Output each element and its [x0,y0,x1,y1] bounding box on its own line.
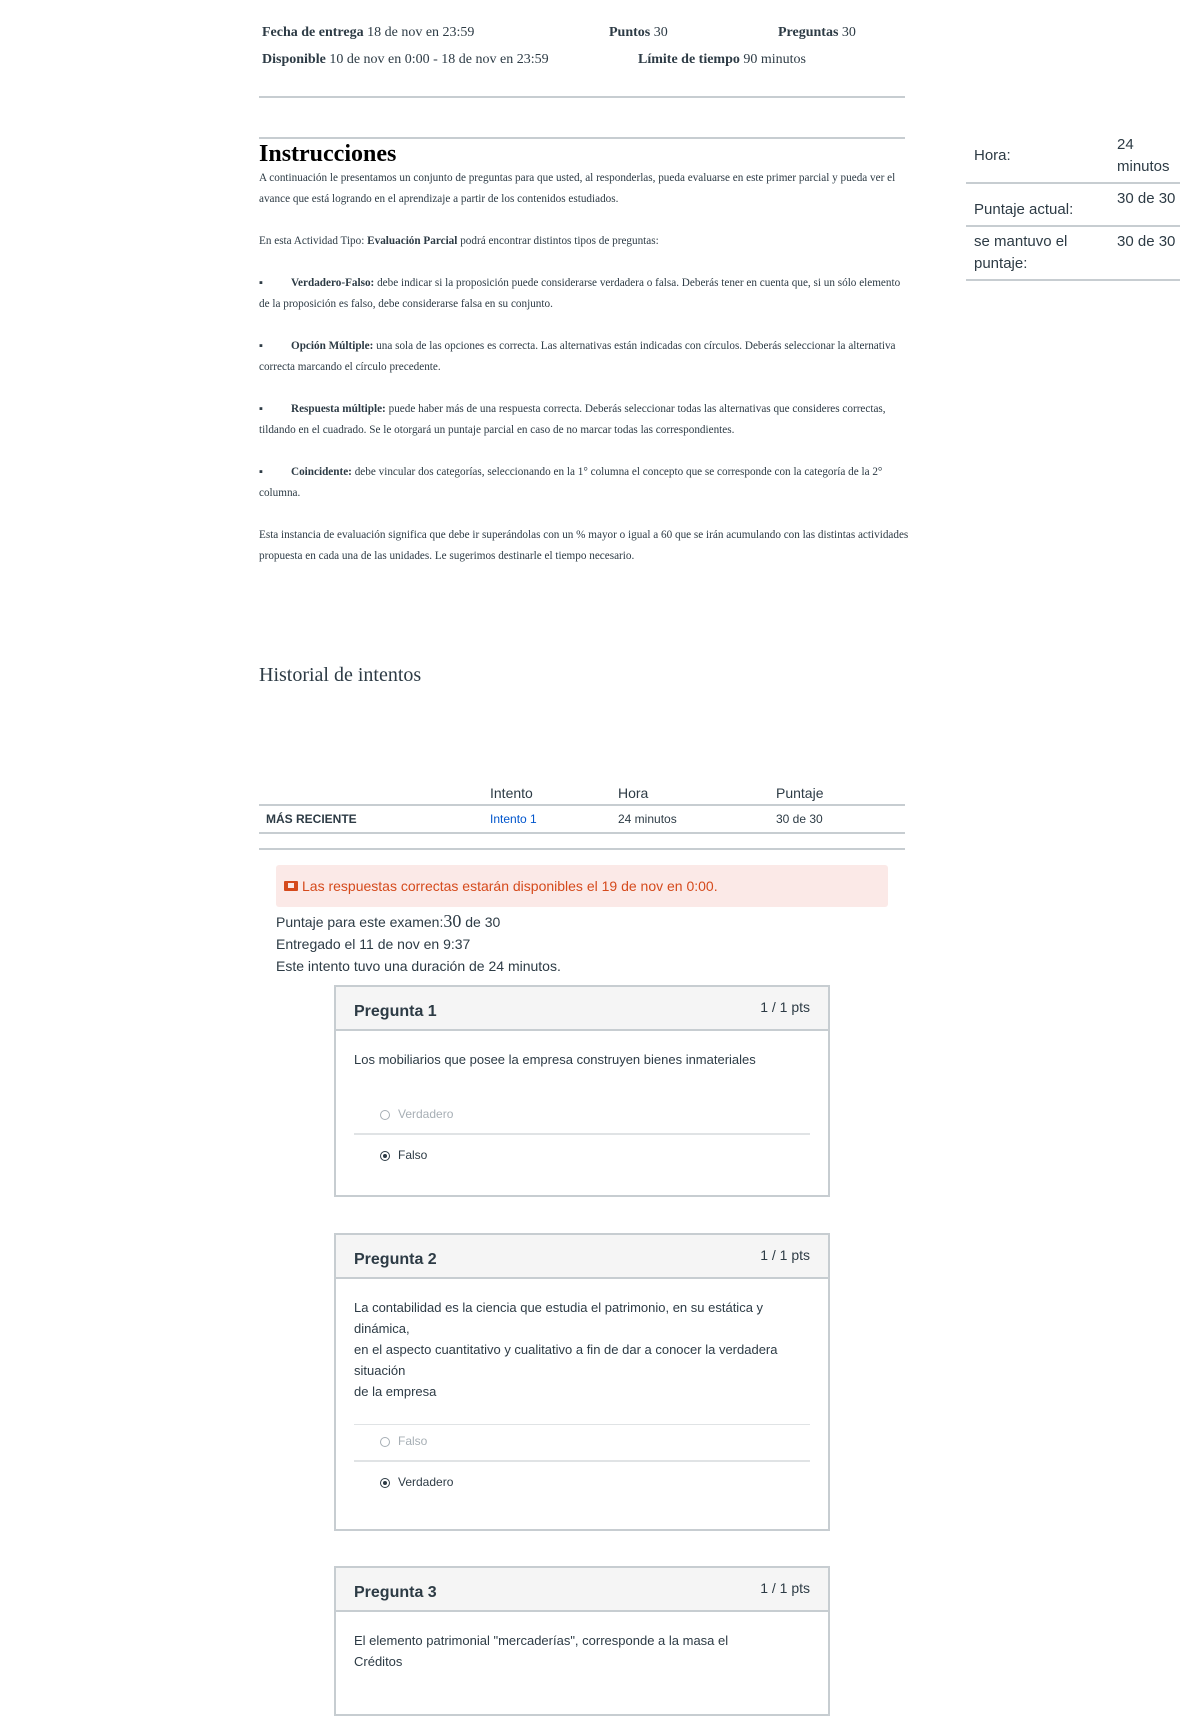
attempt-history-title: Historial de intentos [259,664,422,686]
instructions-paragraph: En esta Actividad Tipo: Evaluación Parcial podrá encontrar distintos tipos de preguntas: [259,235,659,247]
attempt-history-table [259,776,905,834]
question-card-1 [334,985,830,1197]
warning-icon [284,881,298,891]
instructions-bullet: ▪ Opción Múltiple: una sola de las opciones es correcta. Las alternativas están indicadas con círculos. Deberás seleccionar la alternativa correcta marcando el círculo precedente. [259,340,896,373]
quiz-questions-count: Preguntas 30 [778,25,856,40]
answers-availability-alert: Las respuestas correctas estarán disponibles el 19 de nov en 0:00. [276,865,888,907]
answer-option-selected[interactable]: Falso [354,1135,810,1174]
divider [259,96,905,98]
instructions-bullet: ▪ Verdadero-Falso: debe indicar si la proposición puede considerarse verdadera o falsa. Deberás tener en cuenta que, si un sólo elemento de la proposición es falso, debe considerarse falsa en su conjunto. [259,277,901,310]
quiz-points: Puntos 30 [609,25,668,40]
question-header: Pregunta 3 1 / 1 pts [336,1568,828,1612]
question-text: La contabilidad es la ciencia que estudia el patrimonio, en su estática y dinámica, en el aspecto cuantitativo y cualitativo a fin de dar a conocer la verdadera situación de la empresa [354,1300,778,1399]
answer-option[interactable]: Verdadero [354,1098,810,1135]
sidebar-row-current-score: Puntaje actual: 30 de 30 [966,184,1180,227]
question-card-3 [334,1566,830,1716]
quiz-availability: Disponible 10 de nov en 0:00 - 18 de nov en 23:59 [262,52,549,67]
divider [259,137,905,139]
attempt-duration: Este intento tuvo una duración de 24 minutos. [276,958,561,974]
instructions-paragraph: Esta instancia de evaluación significa que debe ir superándolas con un % mayor o igual a 60 que se irán acumulando con las distintas actividades propuesta en cada una de las unidades. Le sugerimos destinarle el tiempo necesario. [259,529,909,562]
attempt-link[interactable]: Intento 1 [490,812,537,826]
exam-score: Puntaje para este examen:30 de 30 [276,911,501,931]
instructions-title: Instrucciones [259,141,397,167]
table-header: Intento Hora Puntaje [259,776,905,806]
quiz-time-limit: Límite de tiempo 90 minutos [638,52,806,67]
table-row: MÁS RECIENTE Intento 1 24 minutos 30 de 30 [259,806,905,834]
question-header: Pregunta 1 1 / 1 pts [336,987,828,1031]
instructions-bullet: ▪ Respuesta múltiple: puede haber más de una respuesta correcta. Deberás seleccionar todas las alternativas que consideres correctas, tildando en el cuadrado. Se le otorgará un puntaje parcial en caso de no marcar todas las correspondientes. [259,403,886,436]
question-header: Pregunta 2 1 / 1 pts [336,1235,828,1279]
answer-option[interactable]: Falso [354,1424,810,1462]
submitted-date: Entregado el 11 de nov en 9:37 [276,936,471,952]
question-text: El elemento patrimonial "mercaderías", corresponde a la masa el Créditos [354,1633,729,1669]
instructions-paragraph: A continuación le presentamos un conjunto de preguntas para que usted, al responderlas, pueda evaluarse en este primer parcial y pueda ver el avance que está logrando en el aprendizaje a partir de los contenidos estudiados. [259,172,896,205]
attempt-summary [276,910,561,977]
divider [259,848,905,850]
question-text: Los mobiliarios que posee la empresa construyen bienes inmateriales [354,1052,756,1067]
answer-option-selected[interactable]: Verdadero [354,1462,810,1501]
instructions-body [259,168,909,588]
radio-icon [380,1110,390,1120]
score-sidebar [966,130,1180,281]
sidebar-row-time: Hora: 24 minutos [966,130,1180,184]
radio-checked-icon [380,1478,390,1488]
sidebar-row-kept-score: se mantuvo el puntaje: 30 de 30 [966,227,1180,281]
radio-checked-icon [380,1151,390,1161]
question-card-2 [334,1233,830,1531]
quiz-due-date: Fecha de entrega 18 de nov en 23:59 [262,25,475,40]
radio-icon [380,1437,390,1447]
instructions-bullet: ▪ Coincidente: debe vincular dos categorías, seleccionando en la 1° columna el concepto que se corresponde con la categoría de la 2° columna. [259,466,883,499]
